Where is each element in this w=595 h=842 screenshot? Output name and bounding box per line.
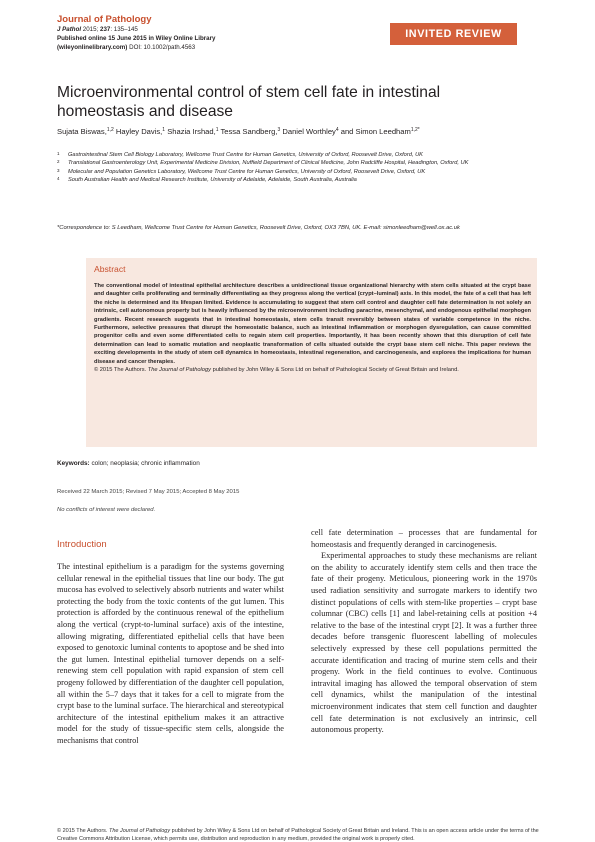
author-list — [57, 125, 537, 137]
keywords-text: colon; neoplasia; chronic inflammation — [89, 460, 200, 467]
affiliation-list — [57, 151, 539, 185]
doi-text[interactable]: DOI: 10.1002/path.4563 — [127, 44, 196, 52]
affiliation-item — [57, 176, 539, 184]
author-affiliation-sup: 1,2 — [106, 127, 114, 133]
body-column-left — [57, 561, 284, 747]
introduction-heading: Introduction — [57, 539, 107, 550]
author-name: Hayley Davis, — [113, 127, 163, 136]
affiliation-number: 2 — [57, 159, 60, 165]
author-name: and Simon Leedham — [338, 127, 411, 136]
intro-paragraph: Experimental approaches to study these mechanisms are reliant on the ability to accurately identify stem cells and then trace the fate of their progeny. Meticulous, pioneering work in the 1970s used radiation sensitivity and surrogate markers to identify two distinct populations of cells with stem-like properties – crypt base columnar (CBC) cells [1] and label-retaining cells at position +4 relative to the base of the intestinal crypt [2]. It was a further three decades before transgenic fluorescent labelling of molecules selectively expressed by these cell populations permitted the accurate identification and tracing of murine stem cells and their progeny. Work in the field continues to evolve. Continuous intravital imaging has allowed the temporal observation of stem cell dynamics, whilst the manipulation of the intestinal microenvironment indicates that stem cell function and daughter cell fate determination is not exclusively an intrinsic, cell autonomous property. — [311, 551, 537, 735]
abstract-box — [86, 258, 537, 447]
author-name: Tessa Sandberg, — [218, 127, 278, 136]
abstract-copyright — [94, 366, 531, 374]
citation-line — [57, 25, 397, 34]
journal-name: Journal of Pathology — [57, 14, 152, 25]
intro-paragraph: The intestinal epithelium is a paradigm for the systems governing cellular renewal in the epithelial tissues that line our body. The gut mucosa has evolved to selectively absorb nutrients and water whilst protecting the body from the toxic contents of the gut lumen. This protection is afforded by the continuous renewal of the epithelium along the vertical (crypt-to-luminal surface) axis of the intestine, allowing migrating, differentiated epithelial cells that have been exposed to genotoxic luminal contents to apoptose and be shed into the gut lumen. Intestinal epithelial turnover depends on a self-renewing stem cell population with rapid expansion of stem cell progeny followed by differentiation of the daughter cell population, all within the 5–7 days that it takes for a cell to migrate from the crypt base to the luminal surface. The hierarchical and stereotypical architecture of the intestinal epithelium makes it an attractive model for the study of tissue-specific stem cells, alongside the mechanisms that control — [57, 562, 284, 745]
author-name: Sujata Biswas, — [57, 127, 107, 136]
author-affiliation-sup: 4 — [335, 127, 339, 133]
invited-review-banner — [390, 23, 517, 45]
affiliation-text: Gastrointestinal Stem Cell Biology Laboratory, Wellcome Trust Centre for Human Genetics, University of Oxford, Roosevelt Drive, Oxford, UK — [68, 152, 423, 158]
abstract-heading: Abstract — [94, 264, 126, 274]
affiliation-item — [57, 151, 539, 159]
article-title: Microenvironmental control of stem cell fate in intestinal homeostasis and disease — [57, 84, 441, 120]
journal-header — [57, 14, 397, 53]
published-line: Published online 15 June 2015 in Wiley Online Library — [57, 35, 216, 43]
affiliation-item — [57, 159, 539, 167]
abstract-body: The conventional model of intestinal epithelial architecture describes a unidirectional tissue organizational hierarchy with stem cells situated at the crypt base and daughter cells proliferating and terminally differentiating as they progress along the vertical (crypt–luminal) axis. In this model, the fate of a cell that has left the niche is determined and its lifespan limited. Evidence is accumulating to suggest that stem cell control and daughter cell fate determination is not solely an intrinsic, cell autonomous property but is heavily influenced by the microenvironment including paracrine, mesenchymal, and endogenous epithelial morphogen gradients. Recent research suggests that in intestinal homeostasis, stem cells transit reversibly between states of variable competence in the niche. Furthermore, selective pressures that disrupt the homeostatic balance, such as intestinal inflammation or morphogen dysregulation, can cause committed progenitor cells and even some differentiated cells to regain stem cell properties. Importantly, it has been recently shown that this disruption of cell fate determination can lead to somatic mutation and neoplastic transformation of cells situated outside the crypt base stem cell niche. This paper reviews the exciting developments in the study of stem cell dynamics in homeostasis, intestinal regeneration, and carcinogenesis, and explores the implications for human disease and cancer therapies. — [94, 283, 531, 365]
invited-review-label: INVITED REVIEW — [405, 28, 502, 40]
author-affiliation-sup: 1,2* — [410, 127, 420, 133]
affiliation-number: 4 — [57, 176, 60, 182]
body-column-right — [311, 527, 537, 736]
conflicts-statement: No conflicts of interest were declared. — [57, 507, 156, 513]
license-footer — [57, 827, 539, 842]
wiley-site-link[interactable]: (wileyonlinelibrary.com) — [57, 44, 128, 52]
affiliation-number: 3 — [57, 167, 60, 173]
author-affiliation-sup: 3 — [277, 127, 281, 133]
footer-journal: The Journal of Pathology — [108, 828, 171, 834]
copyright-journal: The Journal of Pathology — [147, 367, 211, 374]
copyright-pre: © 2015 The Authors. — [94, 367, 148, 374]
affiliation-item — [57, 168, 539, 176]
citation-year: 2015; — [81, 26, 101, 33]
footer-post: published by John Wiley & Sons Ltd on behalf of Pathological Society of Great Britain and Ireland. This is an open access article under the terms of the Creative Commons Attribution License, which permits use, distribution and reproduction in any medium, provided the original work is properly cited. — [57, 828, 539, 842]
intro-paragraph: cell fate determination – processes that are fundamental for homeostasis and frequently deranged in carcinogenesis. — [311, 528, 537, 549]
author-name: Shazia Irshad, — [165, 127, 216, 136]
doi-line — [57, 43, 397, 52]
citation-pages: : 135–145 — [110, 26, 138, 33]
affiliation-text: South Australian Health and Medical Research Institute, University of Adelaide, Adelaide, South Australia, Australia — [68, 177, 357, 184]
keywords-label: Keywords: — [57, 460, 90, 467]
dates-line: Received 22 March 2015; Revised 7 May 2015; Accepted 8 May 2015 — [57, 489, 240, 495]
author-name: Daniel Worthley — [280, 127, 336, 136]
affiliation-text: Molecular and Population Genetics Laboratory, Wellcome Trust Centre for Human Genetics, University of Oxford, Roosevelt Drive, Oxford, UK — [68, 168, 426, 175]
author-affiliation-sup: 1 — [162, 127, 166, 133]
citation-volume: 237 — [100, 26, 111, 33]
footer-pre: © 2015 The Authors. — [57, 828, 109, 834]
affiliation-number: 1 — [57, 151, 60, 156]
citation-journal: J Pathol — [57, 26, 82, 33]
correspondence-note: *Correspondence to: S Leedham, Wellcome Trust Centre for Human Genetics, Roosevelt Drive, Oxford, OX3 7BN, UK. E-mail: simonleedham@well.ox.ac.uk — [57, 225, 460, 231]
affiliation-text: Translational Gastroenterology Unit, Experimental Medicine Division, Nuffield Department of Clinical Medicine, John Radcliffe Hospital, Headington, Oxford, UK — [68, 160, 469, 167]
author-affiliation-sup: 1 — [215, 127, 219, 133]
copyright-post: published by John Wiley & Sons Ltd on behalf of Pathological Society of Great Britain and Ireland. — [210, 367, 459, 374]
keywords-line — [57, 459, 200, 468]
